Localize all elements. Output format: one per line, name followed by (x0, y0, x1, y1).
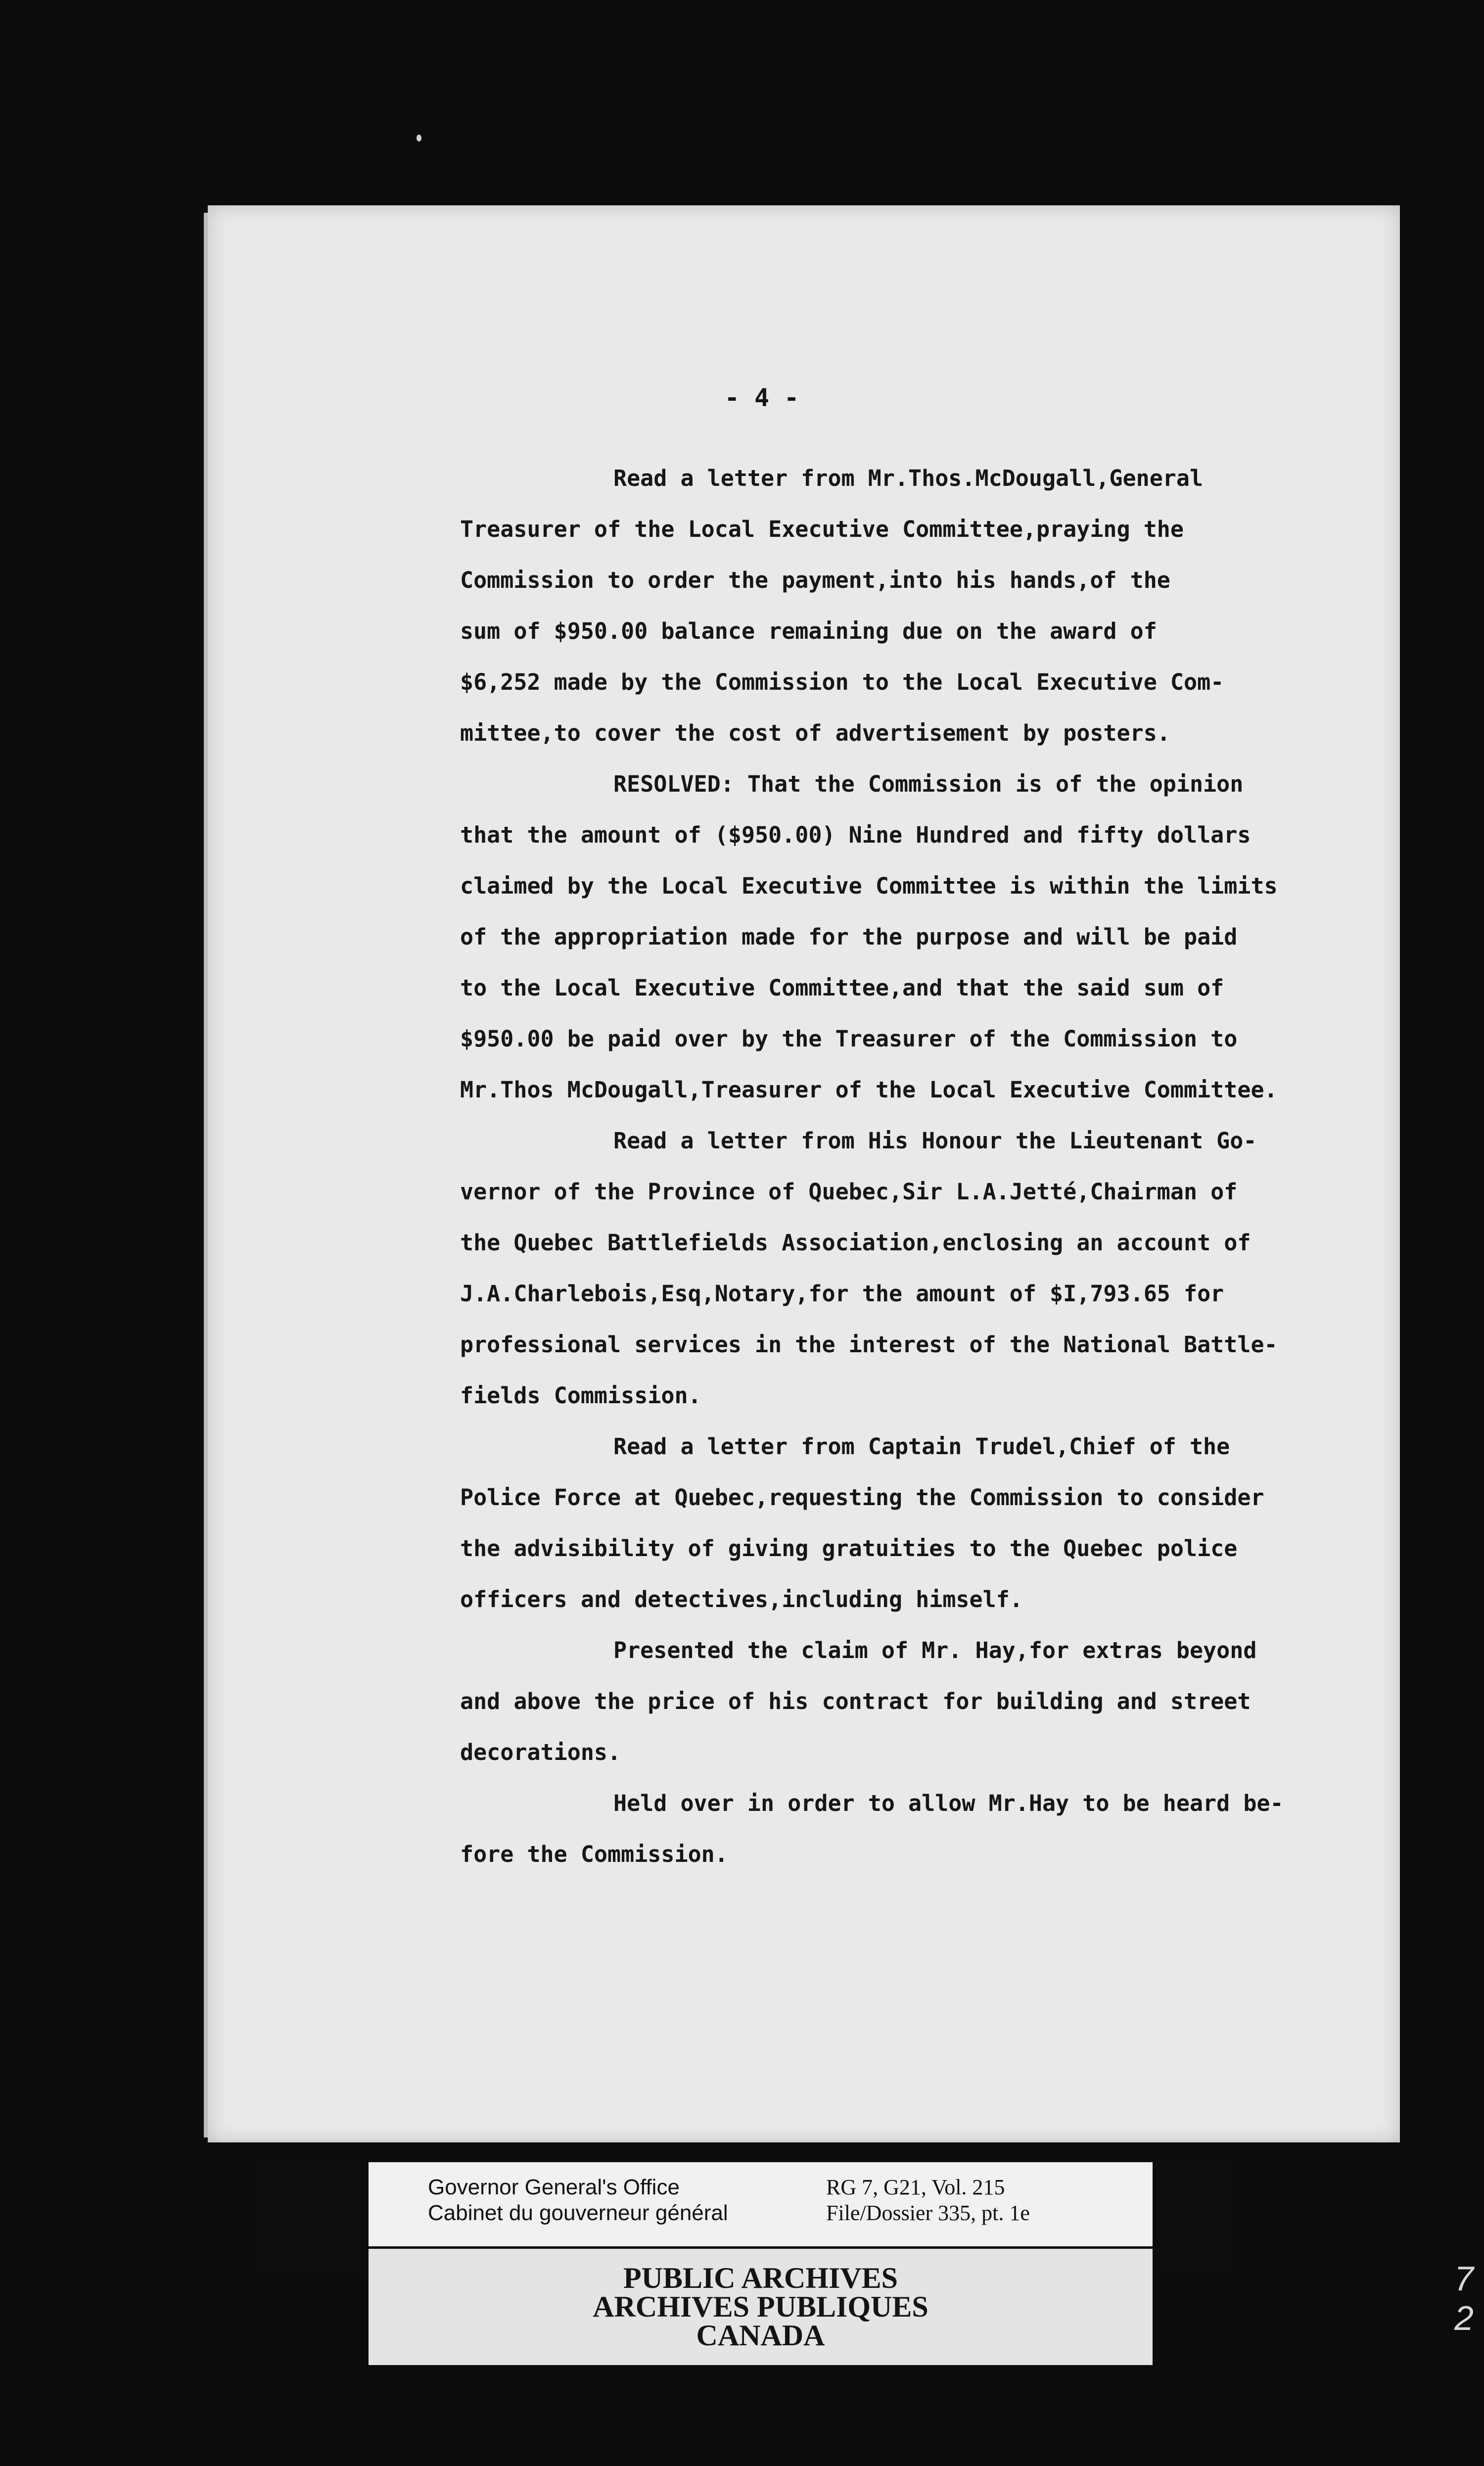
stamp-line-archives-publiques: ARCHIVES PUBLIQUES (593, 2290, 928, 2323)
text-line: Held over in order to allow Mr.Hay to be heard be- (613, 1790, 1284, 1816)
reference-numbers (826, 2175, 1030, 2226)
text-line: Treasurer of the Local Executive Committee,praying the (460, 516, 1184, 542)
text-line: officers and detectives,including himself. (460, 1586, 1023, 1612)
text-line: RESOLVED: That the Commission is of the opinion (613, 771, 1244, 797)
text-line: the Quebec Battlefields Association,enclosing an account of (460, 1230, 1251, 1256)
text-line: Police Force at Quebec,requesting the Commission to consider (460, 1484, 1264, 1511)
text-line: Mr.Thos McDougall,Treasurer of the Local Executive Committee. (460, 1077, 1278, 1103)
archive-stamp (369, 2249, 1153, 2365)
office-french: Cabinet du gouverneur général (428, 2201, 728, 2225)
text-line: that the amount of ($950.00) Nine Hundred and fifty dollars (460, 822, 1251, 848)
text-line: mittee,to cover the cost of advertisement by posters. (460, 720, 1170, 746)
paragraph (460, 759, 1390, 1115)
text-line: J.A.Charlebois,Esq,Notary,for the amount of $I,793.65 for (460, 1280, 1224, 1307)
text-line: Read a letter from His Honour the Lieutenant Go- (613, 1128, 1257, 1154)
archive-stamp-text (369, 2264, 1153, 2350)
record-group-reference: RG 7, G21, Vol. 215 (826, 2175, 1005, 2199)
text-line: Commission to order the payment,into his hands,of the (460, 567, 1170, 593)
text-line: of the appropriation made for the purpose and will be paid (460, 924, 1238, 950)
text-line: Read a letter from Mr.Thos.McDougall,General (613, 465, 1204, 491)
office-names (428, 2175, 728, 2226)
text-line: the advisibility of giving gratuities to the Quebec police (460, 1535, 1238, 1562)
text-line: to the Local Executive Committee,and that the said sum of (460, 975, 1224, 1001)
archive-reference-label (369, 2162, 1153, 2246)
paragraph (460, 453, 1390, 759)
text-line: claimed by the Local Executive Committee is within the limits (460, 873, 1278, 899)
typescript-body (460, 453, 1390, 1880)
page-number: - 4 - (724, 383, 799, 412)
text-line: professional services in the interest of the National Battle- (460, 1331, 1278, 1358)
file-reference: File/Dossier 335, pt. 1e (826, 2201, 1030, 2225)
paragraph (460, 1625, 1390, 1778)
stamp-line-public-archives: PUBLIC ARCHIVES (623, 2262, 898, 2294)
text-line: decorations. (460, 1739, 621, 1765)
text-line: Read a letter from Captain Trudel,Chief of the (613, 1433, 1230, 1460)
text-line: sum of $950.00 balance remaining due on the award of (460, 618, 1157, 644)
paragraph (460, 1778, 1390, 1880)
text-line: $950.00 be paid over by the Treasurer of the Commission to (460, 1026, 1238, 1052)
text-line: Presented the claim of Mr. Hay,for extras beyond (613, 1637, 1257, 1663)
dust-speck (417, 135, 421, 142)
text-line: $6,252 made by the Commission to the Local Executive Com- (460, 669, 1224, 695)
text-line: vernor of the Province of Quebec,Sir L.A.Jetté,Chairman of (460, 1179, 1238, 1205)
text-line: and above the price of his contract for building and street (460, 1688, 1251, 1714)
paragraph (460, 1421, 1390, 1625)
frame-number: 7 2 (1454, 2259, 1474, 2337)
text-line: fields Commission. (460, 1382, 701, 1409)
office-english: Governor General's Office (428, 2175, 680, 2199)
text-line: fore the Commission. (460, 1841, 728, 1867)
paragraph (460, 1115, 1390, 1421)
stamp-line-canada: CANADA (696, 2319, 825, 2352)
